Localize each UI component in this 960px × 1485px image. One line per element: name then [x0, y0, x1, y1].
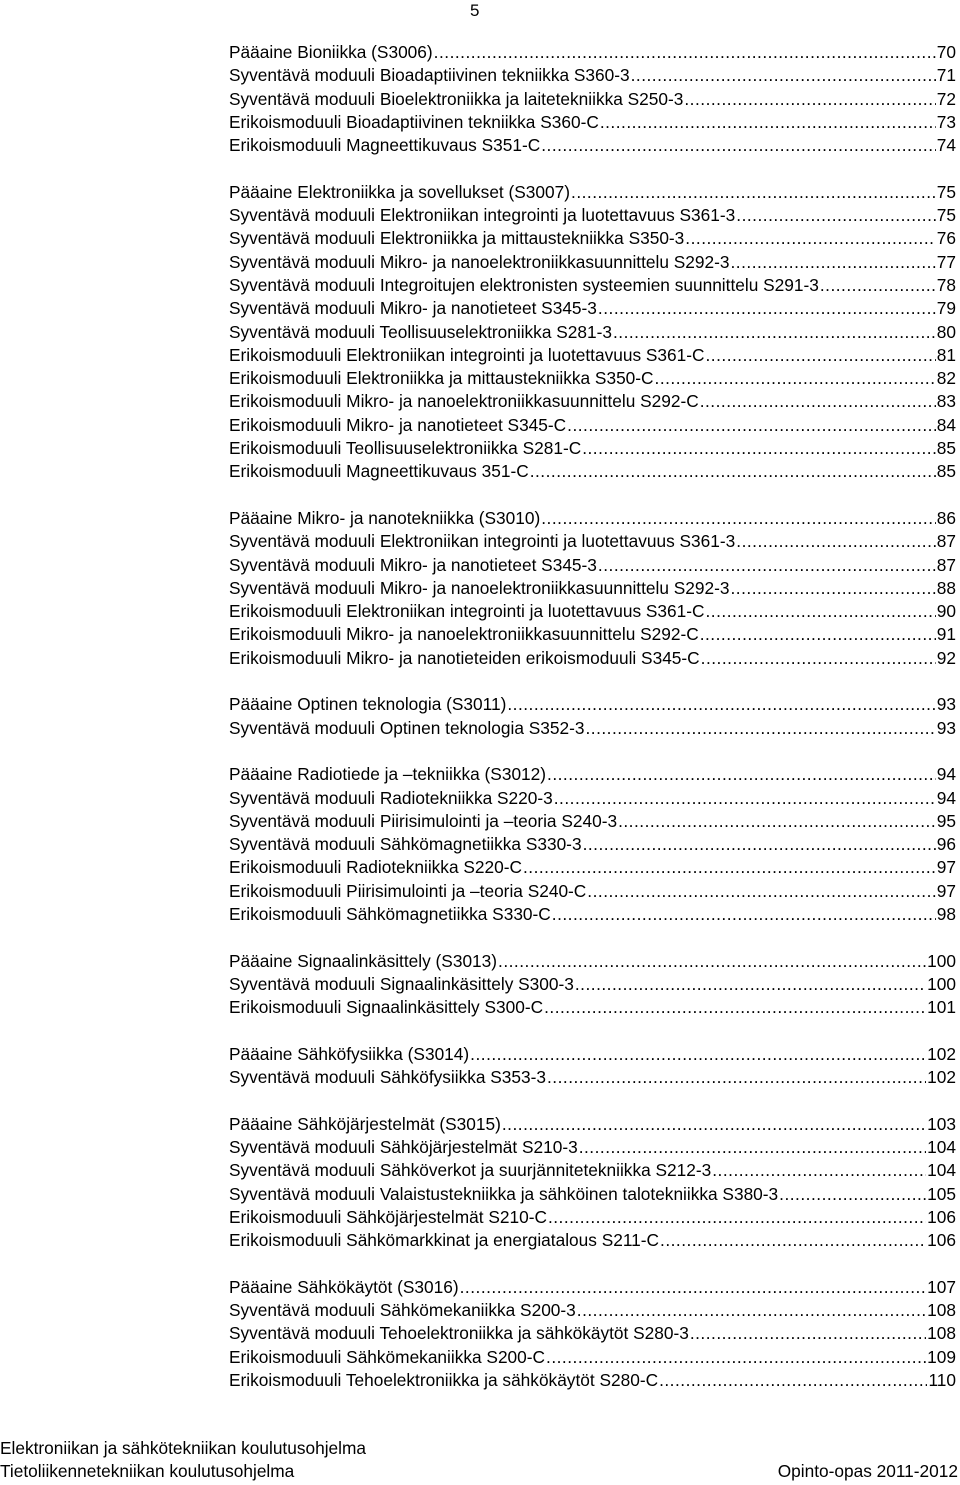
toc-entry-page: 100 [927, 973, 956, 994]
toc-entry-page: 71 [936, 65, 956, 86]
toc-entry-page: 78 [936, 274, 956, 295]
toc-entry-page: 75 [936, 205, 956, 226]
toc-dot-leader [571, 181, 936, 204]
toc-entry[interactable] [229, 1206, 956, 1229]
toc-entry-title: Syventävä moduuli Elektroniikka ja mittaustekniikka S350-3 [229, 228, 685, 249]
toc-dot-leader [660, 1229, 926, 1252]
toc-entry[interactable] [229, 111, 956, 134]
toc-entry-title: Erikoismoduuli Sähköjärjestelmät S210-C [229, 1206, 547, 1227]
toc-entry[interactable] [229, 810, 956, 833]
toc-entry-page: 79 [936, 298, 956, 319]
toc-entry[interactable] [229, 903, 956, 926]
toc-entry-title: Syventävä moduuli Bioadaptiivinen tekniikka S360-3 [229, 65, 630, 86]
toc-entry-page: 110 [928, 1369, 956, 1390]
toc-entry-title: Syventävä moduuli Mikro- ja nanotieteet S345-3 [229, 554, 597, 575]
toc-dot-leader [736, 204, 936, 227]
toc-entry[interactable] [229, 251, 956, 274]
toc-dot-leader [547, 763, 936, 786]
toc-entry[interactable] [229, 623, 956, 646]
toc-entry-title: Syventävä moduuli Bioelektroniikka ja laitetekniikka S250-3 [229, 88, 684, 109]
toc-section [229, 507, 956, 670]
toc-dot-leader [618, 810, 936, 833]
toc-entry[interactable] [229, 64, 956, 87]
toc-entry[interactable] [229, 717, 956, 740]
toc-dot-leader [583, 833, 936, 856]
toc-dot-leader [567, 414, 936, 437]
toc-entry-title: Erikoismoduuli Mikro- ja nanoelektroniikkasuunnittelu S292-C [229, 391, 699, 412]
toc-entry-page: 105 [927, 1183, 956, 1204]
toc-entry[interactable] [229, 297, 956, 320]
toc-entry-page: 84 [936, 414, 956, 435]
toc-entry[interactable] [229, 1136, 956, 1159]
toc-entry-title: Erikoismoduuli Piirisimulointi ja –teoria S240-C [229, 880, 587, 901]
toc-section [229, 41, 956, 157]
toc-entry-title: Pääaine Radiotiede ja –tekniikka (S3012) [229, 764, 547, 785]
toc-entry-title: Erikoismoduuli Teollisuuselektroniikka S281-C [229, 438, 582, 459]
toc-section [229, 1113, 956, 1253]
toc-dot-leader [685, 227, 935, 250]
toc-entry-page: 76 [936, 228, 956, 249]
toc-entry[interactable] [229, 647, 956, 670]
toc-dot-leader [470, 1043, 926, 1066]
toc-entry-page: 85 [936, 438, 956, 459]
toc-entry-page: 80 [936, 321, 956, 342]
toc-entry[interactable] [229, 1159, 956, 1182]
toc-entry[interactable] [229, 367, 956, 390]
toc-dot-leader [523, 856, 936, 879]
toc-entry-page: 104 [927, 1160, 956, 1181]
toc-entry[interactable] [229, 950, 956, 973]
toc-entry[interactable] [229, 204, 956, 227]
toc-entry[interactable] [229, 996, 956, 1019]
toc-entry[interactable] [229, 274, 956, 297]
toc-entry-title: Syventävä moduuli Sähkömagnetiikka S330-3 [229, 834, 582, 855]
toc-entry[interactable] [229, 507, 956, 530]
toc-entry-page: 102 [927, 1067, 956, 1088]
toc-dot-leader [705, 344, 935, 367]
toc-entry-title: Syventävä moduuli Mikro- ja nanoelektroniikkasuunnittelu S292-3 [229, 251, 730, 272]
toc-entry-title: Erikoismoduuli Magneettikuvaus 351-C [229, 461, 529, 482]
toc-entry-title: Erikoismoduuli Tehoelektroniikka ja sähkökäytöt S280-C [229, 1369, 659, 1390]
toc-dot-leader [613, 321, 936, 344]
toc-dot-leader [577, 1299, 926, 1322]
toc-entry-title: Erikoismoduuli Sähkömekaniikka S200-C [229, 1346, 546, 1367]
toc-entry-title: Erikoismoduuli Magneettikuvaus S351-C [229, 135, 541, 156]
toc-entry[interactable] [229, 227, 956, 250]
toc-entry-page: 82 [936, 368, 956, 389]
toc-entry-page: 73 [936, 111, 956, 132]
toc-dot-leader [544, 996, 926, 1019]
toc-dot-leader [587, 880, 935, 903]
footer-programme-2: Tietoliikennetekniikan koulutusohjelma [0, 1460, 295, 1481]
toc-dot-leader [631, 64, 936, 87]
toc-entry-title: Syventävä moduuli Mikro- ja nanotieteet S345-3 [229, 298, 597, 319]
toc-dot-leader [655, 367, 936, 390]
toc-entry-title: Syventävä moduuli Radiotekniikka S220-3 [229, 787, 553, 808]
toc-entry-title: Pääaine Sähköfysiikka (S3014) [229, 1043, 470, 1064]
toc-entry-title: Syventävä moduuli Tehoelektroniikka ja sähkökäytöt S280-3 [229, 1323, 689, 1344]
toc-dot-leader [779, 1183, 926, 1206]
toc-dot-leader [575, 973, 926, 996]
toc-entry-page: 103 [927, 1113, 956, 1134]
toc-entry-title: Syventävä moduuli Sähköjärjestelmät S210-3 [229, 1136, 578, 1157]
toc-entry[interactable] [229, 1183, 956, 1206]
table-of-contents [229, 41, 956, 1392]
toc-entry-page: 85 [936, 461, 956, 482]
toc-entry-title: Syventävä moduuli Mikro- ja nanoelektroniikkasuunnittelu S292-3 [229, 577, 730, 598]
toc-entry-page: 77 [936, 251, 956, 272]
toc-entry[interactable] [229, 973, 956, 996]
toc-entry[interactable] [229, 460, 956, 483]
toc-entry[interactable] [229, 1369, 956, 1392]
toc-entry[interactable] [229, 414, 956, 437]
toc-entry[interactable] [229, 833, 956, 856]
toc-entry-page: 94 [936, 764, 956, 785]
toc-dot-leader [460, 1276, 927, 1299]
toc-entry-title: Erikoismoduuli Mikro- ja nanoelektroniikkasuunnittelu S292-C [229, 624, 699, 645]
toc-entry[interactable] [229, 88, 956, 111]
toc-entry-title: Pääaine Bioniikka (S3006) [229, 42, 433, 62]
toc-entry-page: 92 [936, 647, 956, 668]
toc-dot-leader [546, 1346, 926, 1369]
toc-entry-page: 108 [927, 1323, 956, 1344]
toc-entry-page: 93 [936, 694, 956, 715]
toc-entry[interactable] [229, 1322, 956, 1345]
toc-dot-leader [585, 717, 935, 740]
toc-dot-leader [705, 600, 935, 623]
page-number: 5 [470, 1, 480, 20]
toc-dot-leader [700, 390, 936, 413]
toc-dot-leader [730, 577, 935, 600]
toc-section [229, 950, 956, 1020]
toc-dot-leader [541, 507, 936, 530]
toc-entry-page: 107 [927, 1276, 956, 1297]
toc-entry-title: Pääaine Mikro- ja nanotekniikka (S3010) [229, 507, 541, 528]
toc-entry-page: 87 [936, 554, 956, 575]
toc-entry-page: 96 [936, 834, 956, 855]
toc-entry-page: 94 [936, 787, 956, 808]
toc-entry-page: 97 [936, 880, 956, 901]
toc-entry-title: Pääaine Sähköjärjestelmät (S3015) [229, 1113, 501, 1134]
toc-entry-title: Syventävä moduuli Sähkömekaniikka S200-3 [229, 1300, 576, 1321]
toc-entry[interactable] [229, 41, 956, 64]
footer-guide-title: Opinto-opas 2011-2012 [777, 1460, 958, 1481]
toc-entry[interactable] [229, 181, 956, 204]
toc-entry-title: Erikoismoduuli Signaalinkäsittely S300-C [229, 997, 544, 1018]
toc-entry-title: Syventävä moduuli Elektroniikan integrointi ja luotettavuus S361-3 [229, 531, 736, 552]
toc-dot-leader [712, 1159, 926, 1182]
toc-entry-title: Pääaine Elektroniikka ja sovellukset (S3007) [229, 181, 571, 202]
toc-dot-leader [554, 787, 936, 810]
toc-entry-title: Syventävä moduuli Piirisimulointi ja –teoria S240-3 [229, 810, 618, 831]
toc-entry-title: Erikoismoduuli Bioadaptiivinen tekniikka S360-C [229, 111, 599, 132]
footer-programme-1: Elektroniikan ja sähkötekniikan koulutusohjelma [0, 1438, 366, 1458]
toc-entry-title: Syventävä moduuli Integroitujen elektronisten systeemien suunnittelu S291-3 [229, 274, 819, 295]
toc-entry-page: 97 [936, 857, 956, 878]
toc-entry-page: 108 [927, 1300, 956, 1321]
toc-entry[interactable] [229, 1276, 956, 1299]
toc-entry-title: Erikoismoduuli Elektroniikka ja mittaustekniikka S350-C [229, 368, 654, 389]
toc-dot-leader [547, 1066, 926, 1089]
toc-dot-leader [690, 1322, 926, 1345]
toc-entry-page: 106 [927, 1206, 956, 1227]
toc-section [229, 1276, 956, 1392]
toc-entry-page: 98 [936, 903, 956, 924]
toc-entry[interactable] [229, 1043, 956, 1066]
toc-entry[interactable] [229, 787, 956, 810]
toc-entry-title: Erikoismoduuli Mikro- ja nanotieteiden erikoismoduuli S345-C [229, 647, 700, 668]
toc-dot-leader [498, 950, 926, 973]
toc-entry-page: 104 [927, 1136, 956, 1157]
toc-entry-page: 100 [927, 950, 956, 971]
toc-entry-title: Erikoismoduuli Elektroniikan integrointi ja luotettavuus S361-C [229, 344, 705, 365]
toc-entry-title: Syventävä moduuli Signaalinkäsittely S300-3 [229, 973, 574, 994]
toc-dot-leader [579, 1136, 926, 1159]
toc-entry-page: 101 [927, 997, 956, 1018]
toc-entry[interactable] [229, 344, 956, 367]
toc-entry[interactable] [229, 1066, 956, 1089]
toc-entry-page: 86 [936, 507, 956, 528]
toc-entry[interactable] [229, 437, 956, 460]
toc-entry-page: 75 [936, 181, 956, 202]
toc-entry-title: Syventävä moduuli Elektroniikan integrointi ja luotettavuus S361-3 [229, 205, 736, 226]
toc-entry[interactable] [229, 600, 956, 623]
toc-entry-page: 106 [927, 1230, 956, 1251]
toc-entry-page: 74 [936, 135, 956, 156]
toc-entry-page: 72 [936, 88, 956, 109]
toc-section [229, 693, 956, 740]
toc-entry-title: Pääaine Signaalinkäsittely (S3013) [229, 950, 498, 971]
toc-entry-title: Syventävä moduuli Teollisuuselektroniikka S281-3 [229, 321, 612, 342]
toc-entry-title: Pääaine Sähkökäytöt (S3016) [229, 1276, 459, 1297]
toc-section [229, 1043, 956, 1090]
toc-dot-leader [736, 530, 936, 553]
toc-dot-leader [548, 1206, 926, 1229]
toc-entry[interactable] [229, 1113, 956, 1136]
toc-entry-title: Syventävä moduuli Optinen teknologia S352-3 [229, 717, 585, 738]
toc-dot-leader [502, 1113, 926, 1136]
toc-entry-page: 70 [936, 42, 956, 62]
toc-entry-page: 83 [936, 391, 956, 412]
toc-entry-title: Erikoismoduuli Elektroniikan integrointi ja luotettavuus S361-C [229, 601, 705, 622]
toc-dot-leader [820, 274, 936, 297]
toc-entry[interactable] [229, 134, 956, 157]
page-footer [0, 1437, 958, 1482]
toc-entry-page: 90 [936, 601, 956, 622]
toc-dot-leader [730, 251, 935, 274]
toc-entry[interactable] [229, 530, 956, 553]
toc-dot-leader [701, 647, 936, 670]
toc-dot-leader [700, 623, 936, 646]
toc-entry-page: 102 [927, 1043, 956, 1064]
toc-entry[interactable] [229, 1299, 956, 1322]
toc-entry[interactable] [229, 1346, 956, 1369]
toc-entry-title: Syventävä moduuli Sähköverkot ja suurjännitetekniikka S212-3 [229, 1160, 712, 1181]
toc-dot-leader [530, 460, 936, 483]
toc-entry[interactable] [229, 390, 956, 413]
toc-dot-leader [507, 693, 935, 716]
toc-dot-leader [598, 297, 936, 320]
toc-entry-page: 93 [936, 717, 956, 738]
toc-entry-title: Syventävä moduuli Sähköfysiikka S353-3 [229, 1067, 546, 1088]
toc-entry[interactable] [229, 693, 956, 716]
toc-entry-title: Syventävä moduuli Valaistustekniikka ja sähköinen talotekniikka S380-3 [229, 1183, 779, 1204]
toc-entry[interactable] [229, 763, 956, 786]
toc-entry-title: Erikoismoduuli Mikro- ja nanotieteet S345-C [229, 414, 567, 435]
toc-entry-title: Erikoismoduuli Radiotekniikka S220-C [229, 857, 522, 878]
toc-entry-page: 87 [936, 531, 956, 552]
toc-entry[interactable] [229, 321, 956, 344]
toc-dot-leader [600, 111, 936, 134]
toc-section [229, 763, 956, 926]
toc-entry-page: 88 [936, 577, 956, 598]
toc-entry[interactable] [229, 1229, 956, 1252]
toc-entry-page: 81 [936, 344, 956, 365]
toc-entry[interactable] [229, 856, 956, 879]
toc-entry-title: Pääaine Optinen teknologia (S3011) [229, 694, 507, 715]
toc-dot-leader [541, 134, 936, 157]
toc-dot-leader [582, 437, 936, 460]
toc-entry-page: 95 [936, 810, 956, 831]
toc-entry[interactable] [229, 880, 956, 903]
toc-entry-page: 91 [936, 624, 956, 645]
toc-entry-title: Erikoismoduuli Sähkömarkkinat ja energiatalous S211-C [229, 1230, 660, 1251]
toc-dot-leader [684, 88, 935, 111]
toc-entry[interactable] [229, 577, 956, 600]
toc-dot-leader [598, 554, 936, 577]
toc-entry-page: 109 [927, 1346, 956, 1367]
toc-dot-leader [552, 903, 936, 926]
toc-dot-leader [434, 41, 936, 64]
toc-entry-title: Erikoismoduuli Sähkömagnetiikka S330-C [229, 903, 551, 924]
toc-dot-leader [659, 1369, 927, 1392]
toc-section [229, 181, 956, 484]
toc-entry[interactable] [229, 554, 956, 577]
